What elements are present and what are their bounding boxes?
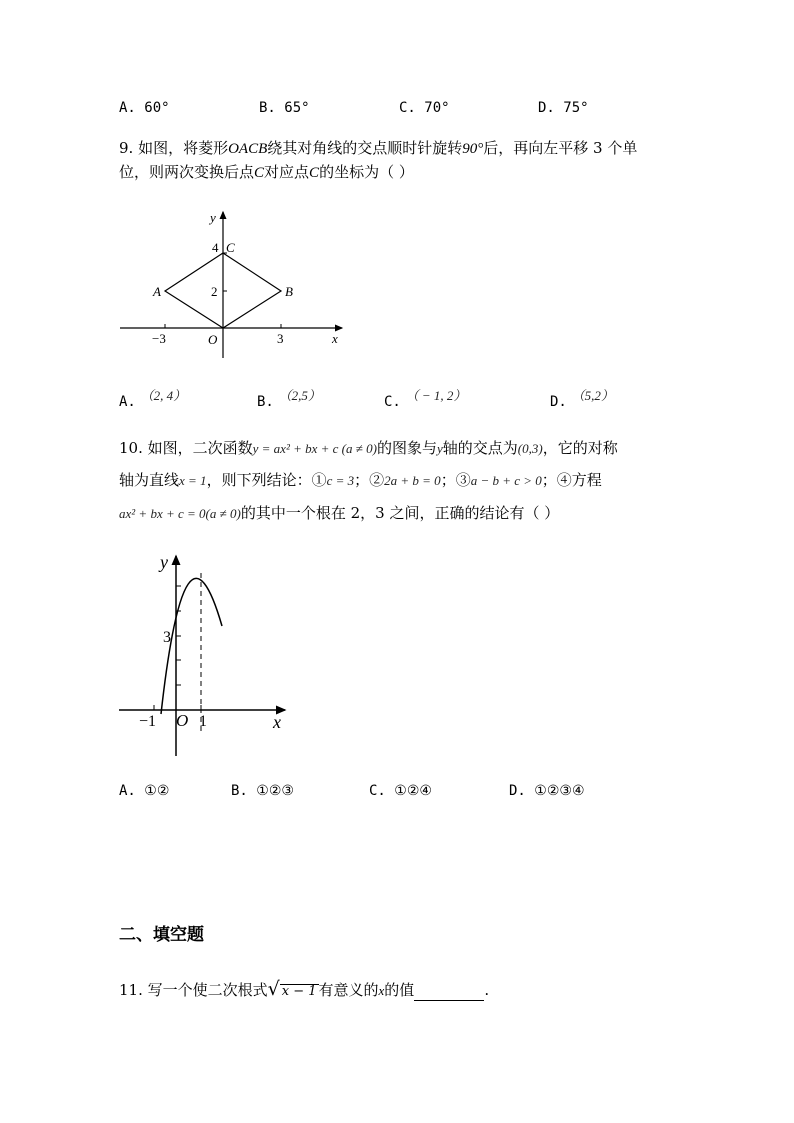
- q10-text: ；③: [440, 471, 471, 489]
- tick-label-3: 3: [277, 331, 284, 346]
- q9-option-d: D. （5,2）: [550, 388, 614, 410]
- q10-line2: [119, 470, 602, 491]
- q10-math: a − b + c > 0: [470, 473, 542, 488]
- q9-math: 90°: [462, 141, 484, 157]
- q9-math: OACB: [228, 141, 268, 157]
- tick-label-2: 2: [211, 284, 218, 299]
- q10-math: c = 3: [326, 473, 355, 488]
- q11-line: [119, 979, 489, 1001]
- x-axis-label: x: [332, 331, 338, 346]
- q10-option-c: C. ①②④: [369, 783, 432, 799]
- q8-option-c: C. 70°: [399, 100, 450, 116]
- q11-text: .: [484, 981, 490, 999]
- q11-text: 11. 写一个使二次根式: [119, 981, 268, 999]
- y-axis-label: y: [210, 210, 216, 225]
- q8-option-b: B. 65°: [259, 100, 310, 116]
- parabola-curve: [161, 578, 222, 714]
- q9-line1: [119, 138, 637, 159]
- answer-blank[interactable]: [414, 986, 484, 1001]
- q10-line3: [119, 503, 559, 524]
- q10-math: 2a + b = 0: [384, 473, 441, 488]
- q8-option-d: D. 75°: [538, 100, 589, 116]
- q10-math: y = ax² + bx + c (a ≠ 0): [252, 441, 377, 456]
- q9-math: C: [254, 165, 265, 181]
- q10-math: x = 1: [179, 473, 207, 488]
- point-b-label: B: [285, 284, 293, 299]
- tick-label-neg3: −3: [152, 331, 166, 346]
- q9-option-a: A. （2, 4）: [119, 388, 187, 410]
- q11-math: x: [378, 983, 385, 998]
- q10-line1: [119, 438, 618, 459]
- q10-text: 10. 如图，二次函数: [119, 439, 253, 457]
- q10-text: 轴为直线: [119, 471, 180, 489]
- q11-text: 的值: [384, 981, 415, 999]
- q9-text: 后，再向左平移 3 个单: [483, 139, 638, 157]
- q9-math: C: [309, 165, 320, 181]
- x-axis-label: x: [273, 712, 281, 732]
- q9-text: 对应点: [264, 163, 310, 181]
- section-heading-fill-in: 二、填空题: [119, 925, 204, 945]
- q10-text: 轴的交点为: [442, 439, 518, 457]
- y-axis-label: y: [160, 552, 168, 572]
- q9-option-c: C. （ − 1, 2）: [384, 388, 467, 410]
- q9-text: 绕其对角线的交点顺时针旋转: [267, 139, 463, 157]
- origin-label: O: [208, 332, 218, 347]
- sqrt-sign: √: [267, 978, 280, 1000]
- point-c-label: C: [226, 240, 235, 255]
- q10-math: ax² + bx + c = 0(a ≠ 0): [119, 506, 241, 521]
- tick-label-neg1: −1: [139, 713, 157, 730]
- q9-line2: [119, 162, 414, 183]
- tick-label-4: 4: [212, 240, 219, 255]
- q10-option-b: B. ①②③: [231, 783, 294, 799]
- q10-text: ，则下列结论：①: [206, 471, 327, 489]
- q10-math: (0,3): [517, 441, 543, 456]
- q10-math: y: [436, 441, 443, 456]
- q10-option-a: A. ①②: [119, 783, 170, 799]
- tick-label-1: 1: [199, 713, 207, 730]
- point-a-label: A: [153, 284, 161, 299]
- q10-parabola-figure: [115, 548, 295, 763]
- q10-text: 的其中一个根在 2，3 之间，正确的结论有（ ）: [240, 504, 560, 522]
- q10-option-d: D. ①②③④: [509, 783, 585, 799]
- sqrt-radicand: x − 1: [281, 984, 317, 999]
- q10-text: 的图象与: [376, 439, 437, 457]
- q10-text: ；④方程: [541, 471, 602, 489]
- q9-option-b: B. （2,5）: [257, 388, 321, 410]
- q9-rhombus-figure: [110, 200, 360, 370]
- q9-text: 9. 如图，将菱形: [119, 139, 229, 157]
- q10-text: ；②: [354, 471, 385, 489]
- q10-text: ，它的对称: [542, 439, 618, 457]
- tick-label-3: 3: [163, 629, 171, 646]
- q8-option-a: A. 60°: [119, 100, 170, 116]
- q11-text: 有意义的: [318, 981, 379, 999]
- q9-text: 的坐标为（ ）: [319, 163, 414, 181]
- q9-text: 位，则两次变换后点: [119, 163, 255, 181]
- origin-label: O: [176, 711, 189, 730]
